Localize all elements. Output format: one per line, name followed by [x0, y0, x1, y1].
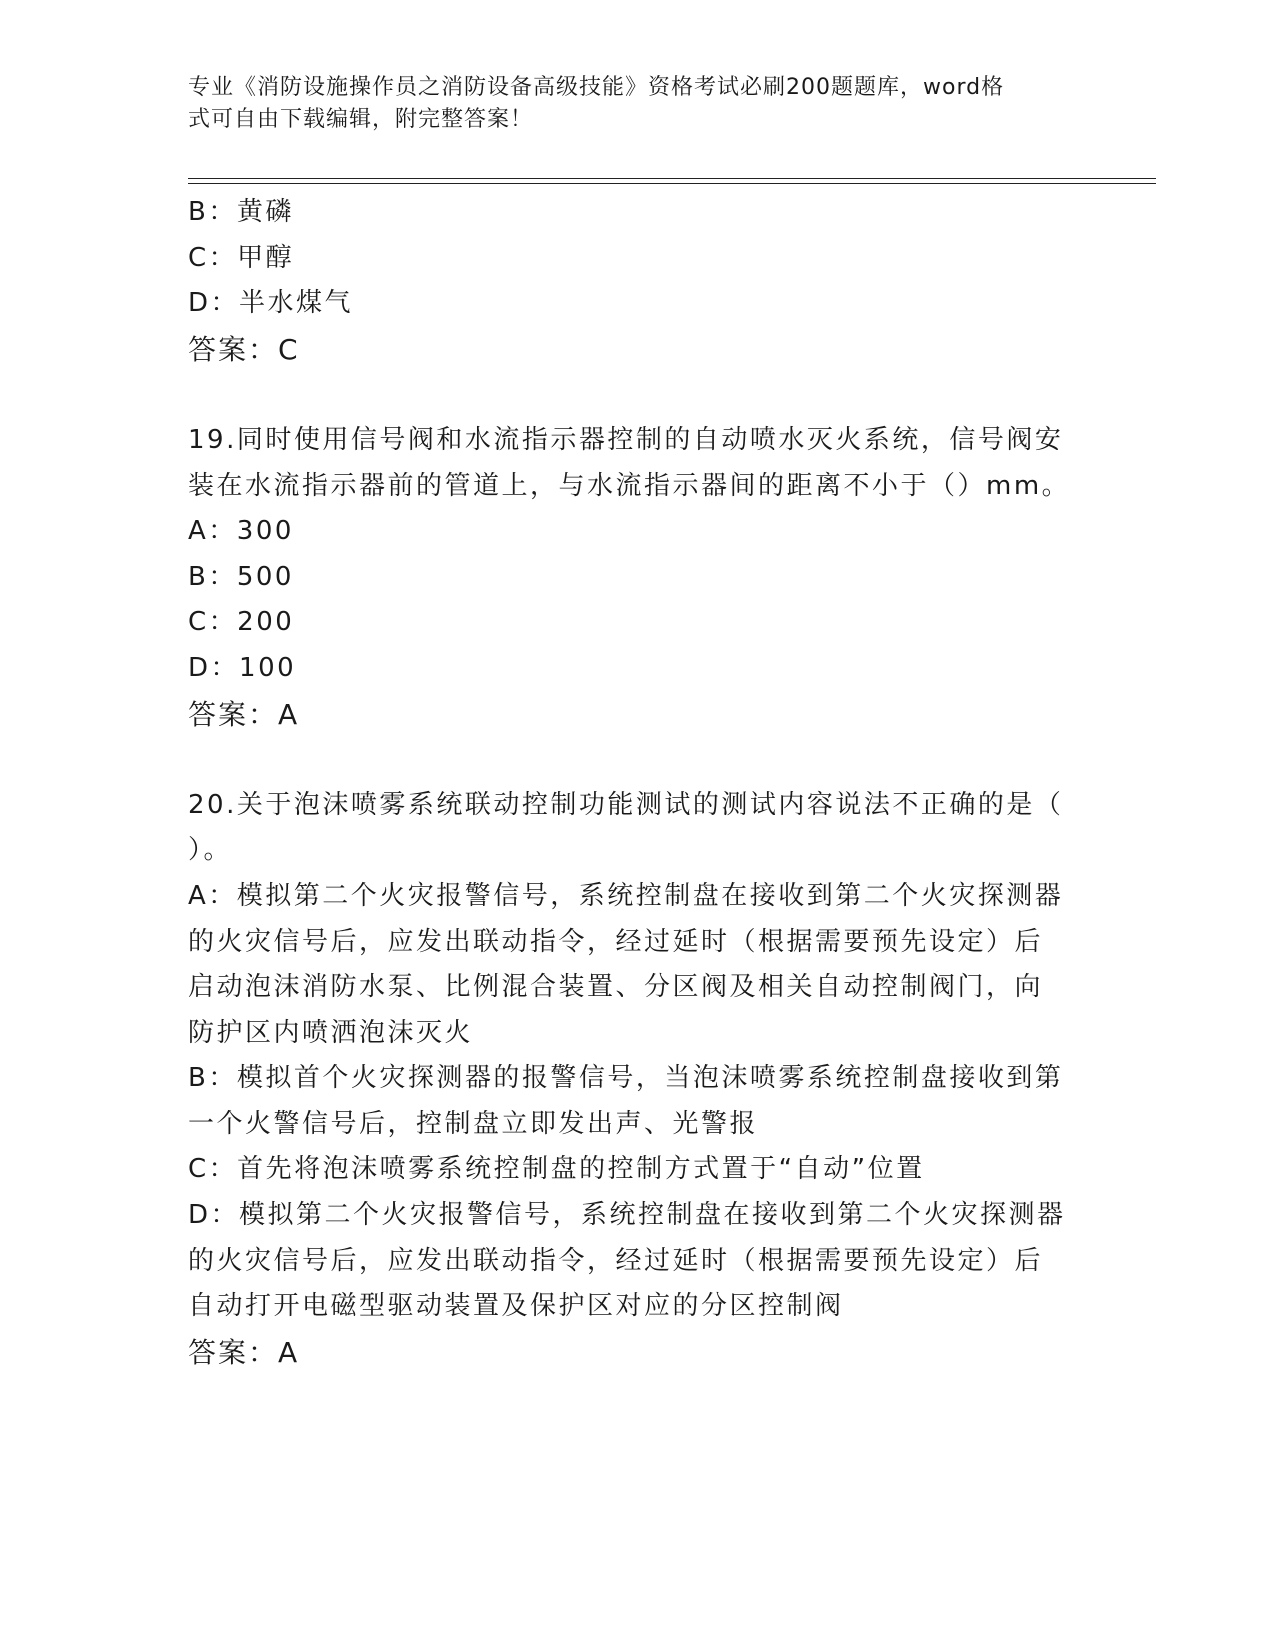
q20-option-b-line: 一个火警信号后，控制盘立即发出声、光警报 — [188, 1108, 759, 1139]
q20-answer: 答案：A — [188, 1335, 300, 1369]
q20-option-d-line: 自动打开电磁型驱动装置及保护区对应的分区控制阀 — [188, 1291, 844, 1322]
q18-option-b: B：黄磷 — [188, 197, 294, 227]
q18-option-c: C：甲醇 — [188, 242, 295, 273]
question-18 — [188, 190, 1088, 372]
page-header — [188, 72, 1068, 136]
q20-option-d-line: 的火灾信号后，应发出联动指令，经过延时（根据需要预先设定）后 — [188, 1245, 1044, 1276]
q20-stem-line: ）。 — [188, 835, 233, 866]
q19-option-c: C：200 — [188, 607, 295, 638]
q20-option-a-line: 启动泡沫消防水泵、比例混合装置、分区阀及相关自动控制阀门，向 — [188, 972, 1044, 1003]
spacer — [188, 737, 1088, 783]
q18-answer: 答案：C — [188, 332, 300, 366]
question-20 — [188, 783, 1088, 1376]
q20-option-b-line: B：模拟首个火灾探测器的报警信号，当泡沫喷雾系统控制盘接收到第 — [188, 1063, 1064, 1094]
header-title-line-2: 式可自由下载编辑，附完整答案！ — [188, 107, 534, 132]
q19-option-a: A：300 — [188, 516, 294, 547]
q19-option-b: B：500 — [188, 561, 294, 592]
q20-option-d-line: D：模拟第二个火灾报警信号，系统控制盘在接收到第二个火灾探测器 — [188, 1200, 1066, 1231]
q19-option-d: D：100 — [188, 652, 297, 683]
q20-option-a-line: 防护区内喷洒泡沫灭火 — [188, 1017, 474, 1048]
spacer — [188, 372, 1088, 418]
header-divider-top — [188, 178, 1156, 179]
q20-option-a-line: A：模拟第二个火灾报警信号，系统控制盘在接收到第二个火灾探测器 — [188, 880, 1064, 911]
q20-option-c: C：首先将泡沫喷雾系统控制盘的控制方式置于“自动”位置 — [188, 1154, 925, 1185]
q20-option-a-line: 的火灾信号后，应发出联动指令，经过延时（根据需要预先设定）后 — [188, 926, 1044, 957]
q20-stem-line: 20.关于泡沫喷雾系统联动控制功能测试的测试内容说法不正确的是（ — [188, 789, 1064, 820]
q18-option-d: D：半水煤气 — [188, 288, 354, 319]
header-divider-bottom — [188, 183, 1156, 184]
header-title-line-1: 专业《消防设施操作员之消防设备高级技能》资格考试必刷200题题库，word格 — [188, 75, 1005, 100]
q19-stem-line: 装在水流指示器前的管道上，与水流指示器间的距离不小于（）mm。 — [188, 470, 1071, 501]
document-body — [188, 190, 1088, 1375]
question-19 — [188, 418, 1088, 737]
q19-stem-line: 19.同时使用信号阀和水流指示器控制的自动喷水灭火系统，信号阀安 — [188, 424, 1064, 455]
q19-answer: 答案：A — [188, 697, 300, 731]
